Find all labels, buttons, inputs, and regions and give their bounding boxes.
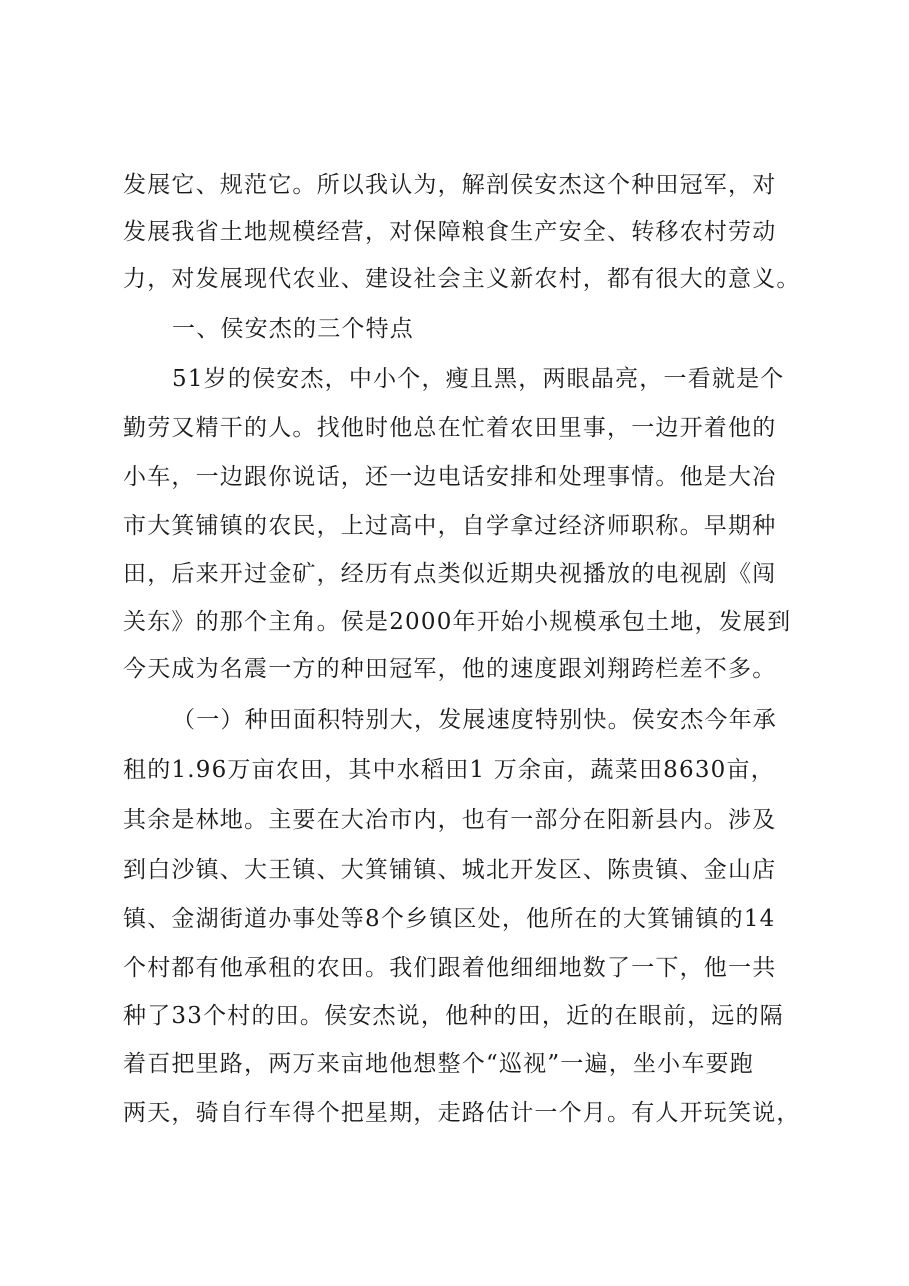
paragraph-line-10: 关东》的那个主角。侯是2000年开始小规模承包土地，发展到 xyxy=(123,609,792,635)
paragraph-line-16: 镇、金湖街道办事处等8个乡镇区处，他所在的大箕铺镇的14 xyxy=(123,906,776,932)
paragraph-line-14: 其余是林地。主要在大冶市内，也有一部分在阳新县内。涉及 xyxy=(123,807,777,833)
subsection-line-1: （一）种田面积特别大，发展速度特别快。侯安杰今年承 xyxy=(172,707,777,733)
paragraph-line-9: 田，后来开过金矿，经历有点类似近期央视播放的电视剧《闯 xyxy=(123,561,777,587)
paragraph-line-8: 市大箕铺镇的农民，上过高中，自学拿过经济师职称。早期种 xyxy=(123,513,777,539)
paragraph-line-20: 两天，骑自行车得个把星期，走路估计一个月。有人开玩笑说， xyxy=(123,1100,801,1126)
paragraph-line-2: 发展我省土地规模经营，对保障粮食生产安全、转移农村劳动 xyxy=(123,219,777,245)
paragraph-line-6: 勤劳又精干的人。找他时他总在忙着农田里事，一边开着他的 xyxy=(123,415,777,441)
paragraph-line-3: 力，对发展现代农业、建设社会主义新农村，都有很大的意义。 xyxy=(123,266,801,292)
paragraph-line-7: 小车，一边跟你说话，还一边电话安排和处理事情。他是大冶 xyxy=(123,464,777,490)
paragraph-line-13: 租的1.96万亩农田，其中水稻田1 万余亩，蔬菜田8630亩， xyxy=(123,757,775,783)
paragraph-line-17: 个村都有他承租的农田。我们跟着他细细地数了一下，他一共 xyxy=(123,955,777,981)
paragraph-line-1: 发展它、规范它。所以我认为，解剖侯安杰这个种田冠军，对 xyxy=(123,172,777,198)
paragraph-line-5: 51岁的侯安杰，中小个，瘦且黑，两眼晶亮，一看就是个 xyxy=(172,366,785,392)
paragraph-line-11: 今天成为名震一方的种田冠军，他的速度跟刘翔跨栏差不多。 xyxy=(123,656,777,682)
paragraph-line-18: 种了33个村的田。侯安杰说，他种的田，近的在眼前，远的隔 xyxy=(123,1003,784,1029)
paragraph-line-15: 到白沙镇、大王镇、大箕铺镇、城北开发区、陈贵镇、金山店 xyxy=(123,857,777,883)
paragraph-line-19: 着百把里路，两万来亩地他想整个“巡视”一遍，坐小车要跑 xyxy=(123,1051,754,1077)
section-heading: 一、侯安杰的三个特点 xyxy=(172,316,414,342)
